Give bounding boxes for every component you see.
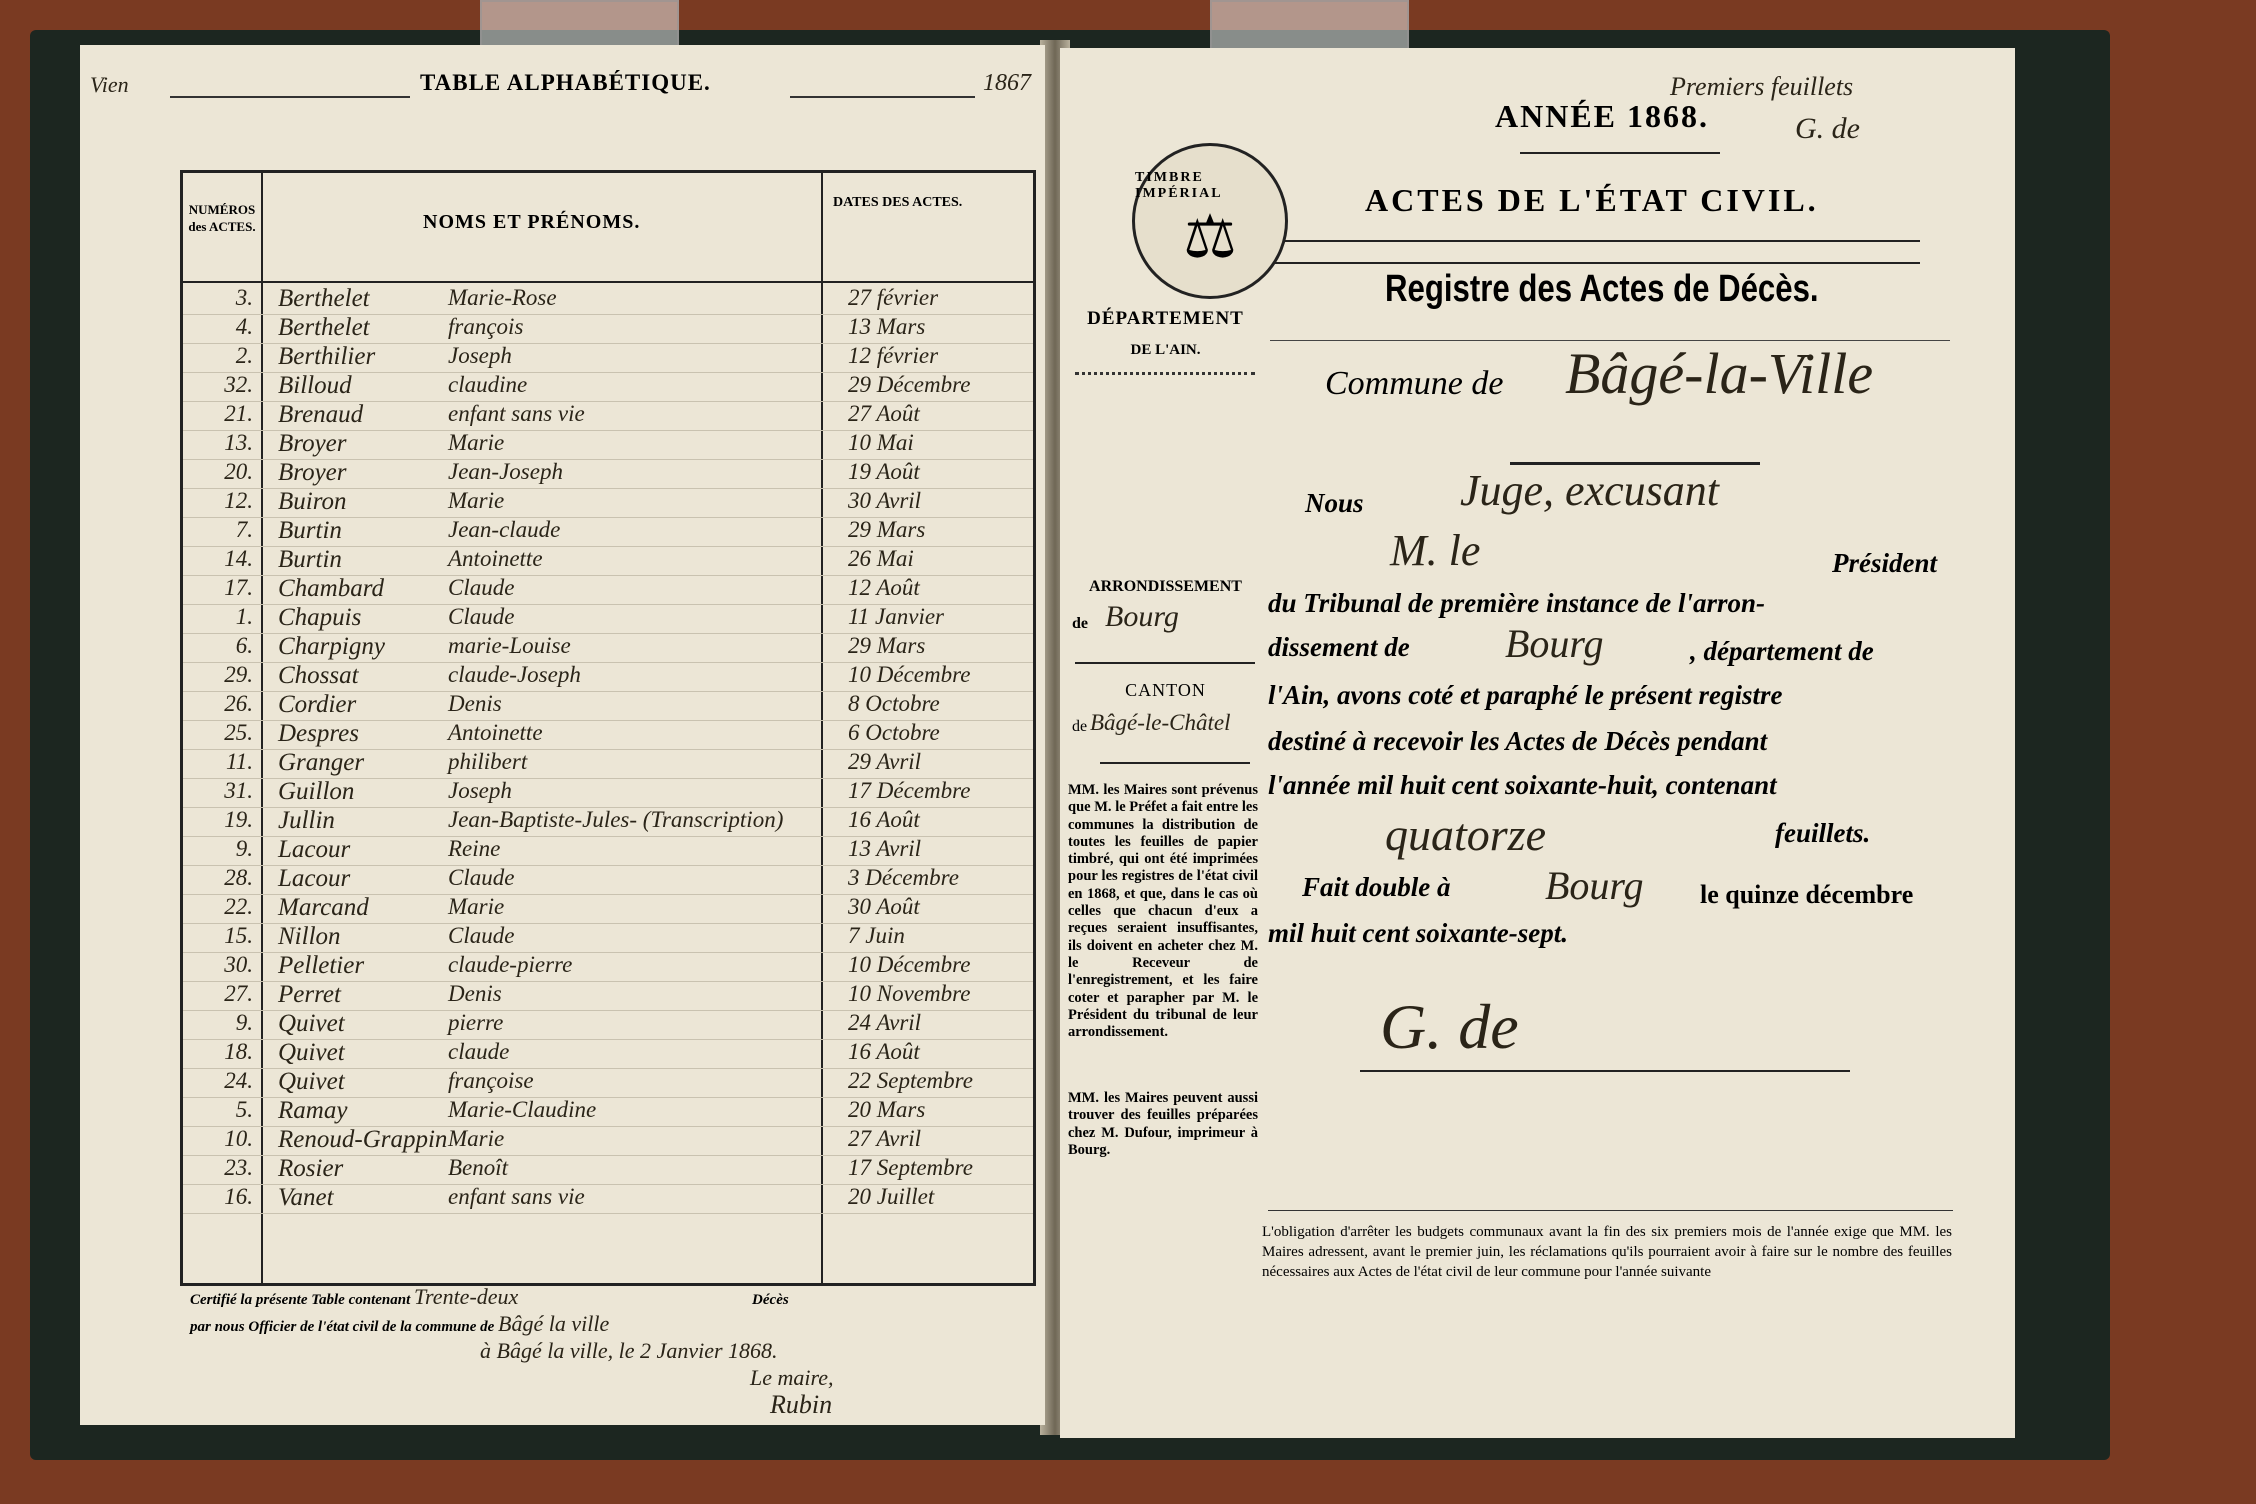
entry-firstname: Marie xyxy=(448,488,505,513)
entry-firstname: marie-Louise xyxy=(448,633,571,658)
entry-date: 6 Octobre xyxy=(848,720,940,745)
entry-number: 22. xyxy=(224,894,253,919)
maire-signature: Rubin xyxy=(770,1390,833,1419)
arrondissement-hand: Bourg xyxy=(1105,600,1179,633)
body-line-3: l'Ain, avons coté et paraphé le présent registre xyxy=(1268,680,1783,710)
entry-number: 25. xyxy=(224,720,253,745)
top-signature: G. de xyxy=(1795,112,1860,145)
table-row xyxy=(183,1097,1033,1127)
entry-surname: Chambard xyxy=(278,575,385,602)
cert-line-4 xyxy=(190,1366,1010,1393)
entry-firstname: Claude xyxy=(448,575,515,600)
entry-firstname: claudine xyxy=(448,372,528,397)
entry-firstname: enfant sans vie xyxy=(448,1184,585,1209)
mle-hand: M. le xyxy=(1390,526,1481,575)
figure-icon: ⚖ xyxy=(1183,204,1237,270)
entry-surname: Lacour xyxy=(278,865,351,892)
nous-label: Nous xyxy=(1305,488,1364,518)
entry-date: 12 Août xyxy=(848,575,920,600)
entry-surname: Broyer xyxy=(278,430,347,457)
cert-date-hand: à Bâgé la ville, le 2 Janvier 1868. xyxy=(480,1338,778,1363)
entry-surname: Broyer xyxy=(278,459,347,486)
table-row xyxy=(183,459,1033,489)
president-label: Président xyxy=(1832,548,1937,578)
table-row xyxy=(183,1039,1033,1069)
ornament-rule xyxy=(1520,152,1720,154)
cert-maire-hand: Le maire, xyxy=(750,1365,834,1390)
entry-number: 3. xyxy=(235,285,253,310)
table-row xyxy=(183,546,1033,576)
table-row xyxy=(183,923,1033,953)
entry-surname: Vanet xyxy=(278,1184,334,1211)
entry-surname: Charpigny xyxy=(278,633,385,660)
entry-surname: Guillon xyxy=(278,778,355,805)
entry-number: 17. xyxy=(224,575,253,600)
president-signature: G. de xyxy=(1380,991,1519,1062)
entry-firstname: Claude xyxy=(448,865,515,890)
table-row xyxy=(183,633,1033,663)
entry-surname: Rosier xyxy=(278,1155,344,1182)
entry-date: 8 Octobre xyxy=(848,691,940,716)
entry-date: 30 Avril xyxy=(848,488,922,513)
entry-surname: Quivet xyxy=(278,1010,345,1037)
table-row xyxy=(183,981,1033,1011)
entry-number: 14. xyxy=(224,546,253,571)
table-row xyxy=(183,1155,1033,1185)
entry-firstname: Jean-Joseph xyxy=(448,459,563,484)
nous-hand: Juge, excusant xyxy=(1460,466,1719,515)
entry-date: 29 Mars xyxy=(848,633,926,658)
entry-surname: Lacour xyxy=(278,836,351,863)
entry-firstname: Denis xyxy=(448,691,502,716)
entry-date: 20 Mars xyxy=(848,1097,926,1122)
entry-number: 16. xyxy=(224,1184,253,1209)
entry-firstname: Marie xyxy=(448,430,505,455)
stamp-text: TIMBRE IMPÉRIAL xyxy=(1135,170,1223,201)
entry-firstname: Claude xyxy=(448,604,515,629)
fait-date: le quinze décembre xyxy=(1700,880,1914,909)
entry-surname: Cordier xyxy=(278,691,357,718)
entry-surname: Quivet xyxy=(278,1039,345,1066)
entry-number: 31. xyxy=(224,778,253,803)
body-line-5: l'année mil huit cent soixante-huit, contenant xyxy=(1268,770,1777,800)
year-title: ANNÉE 1868. xyxy=(1495,98,1710,134)
dept-rule xyxy=(1075,372,1255,375)
entry-firstname: Marie-Claudine xyxy=(448,1097,597,1122)
footer-rule xyxy=(1268,1210,1953,1211)
entry-date: 27 Avril xyxy=(848,1126,922,1151)
entry-date: 29 Avril xyxy=(848,749,922,774)
cert-text: par nous Officier de l'état civil de la commune de xyxy=(190,1319,495,1335)
entry-surname: Berthilier xyxy=(278,343,376,370)
imperial-stamp xyxy=(1132,143,1288,299)
header-rule xyxy=(170,96,410,98)
entry-date: 26 Mai xyxy=(848,546,914,571)
register-title: Registre des Actes de Décès. xyxy=(1385,268,1819,310)
cert-commune-hand: Bâgé la ville xyxy=(498,1311,610,1336)
canton-label: CANTON xyxy=(1125,680,1206,700)
entry-date: 7 Juin xyxy=(848,923,905,948)
cert-suffix: Décès xyxy=(752,1292,789,1308)
entry-date: 29 Décembre xyxy=(848,372,971,397)
entry-number: 20. xyxy=(224,459,253,484)
entry-surname: Burtin xyxy=(278,517,342,544)
fait-year: mil huit cent soixante-sept. xyxy=(1268,918,1569,948)
entry-number: 18. xyxy=(224,1039,253,1064)
entry-firstname: Joseph xyxy=(448,343,512,368)
canton-hand: Bâgé-le-Châtel xyxy=(1090,710,1231,735)
entry-firstname: Marie xyxy=(448,1126,505,1151)
arrondissement-de: de xyxy=(1072,615,1088,632)
body-line-2a: dissement de xyxy=(1268,632,1410,662)
entry-firstname: françoise xyxy=(448,1068,534,1093)
entry-firstname: Antoinette xyxy=(448,546,543,571)
entry-surname: Pelletier xyxy=(278,952,365,979)
entry-date: 27 Août xyxy=(848,401,920,426)
table-row xyxy=(183,720,1033,750)
entry-number: 4. xyxy=(235,314,253,339)
table-row xyxy=(183,401,1033,431)
entry-firstname: Marie xyxy=(448,894,505,919)
feuillets-label: feuillets. xyxy=(1775,818,1871,848)
entry-surname: Berthelet xyxy=(278,285,370,312)
fait-hand: Bourg xyxy=(1545,863,1644,908)
body-line-1: du Tribunal de première instance de l'arron- xyxy=(1268,588,1766,618)
entry-number: 24. xyxy=(224,1068,253,1093)
entry-firstname: Jean-claude xyxy=(448,517,561,542)
heading-rule xyxy=(1270,240,1920,242)
entry-surname: Brenaud xyxy=(278,401,364,428)
header-names: NOMS ET PRÉNOMS. xyxy=(423,211,641,233)
table-row xyxy=(183,1010,1033,1040)
entry-number: 12. xyxy=(224,488,253,513)
body-line-4: destiné à recevoir les Actes de Décès pendant xyxy=(1268,726,1768,756)
entry-surname: Chapuis xyxy=(278,604,362,631)
entry-surname: Despres xyxy=(278,720,360,747)
entry-firstname: philibert xyxy=(448,749,528,774)
cert-line-1 xyxy=(190,1285,1010,1312)
entry-firstname: pierre xyxy=(448,1010,504,1035)
table-row xyxy=(183,952,1033,982)
entry-surname: Burtin xyxy=(278,546,342,573)
entry-number: 2. xyxy=(235,343,253,368)
cert-count-hand: Trente-deux xyxy=(414,1284,519,1309)
departement-sub: DE L'AIN. xyxy=(1130,342,1201,358)
entry-surname: Ramay xyxy=(278,1097,348,1124)
entry-date: 11 Janvier xyxy=(848,604,945,629)
entry-date: 16 Août xyxy=(848,807,920,832)
table-row xyxy=(183,1126,1033,1156)
entry-surname: Billoud xyxy=(278,372,352,399)
commune-name-hand: Bâgé-la-Ville xyxy=(1565,341,1874,406)
entry-date: 10 Décembre xyxy=(848,952,971,977)
entry-date: 10 Décembre xyxy=(848,662,971,687)
entry-date: 3 Décembre xyxy=(848,865,959,890)
entry-number: 5. xyxy=(235,1097,253,1122)
entry-firstname: Benoît xyxy=(448,1155,509,1180)
entry-surname: Perret xyxy=(278,981,341,1008)
header-numbers: NUMÉROS des ACTES. xyxy=(188,202,256,234)
header-dates: DATES DES ACTES. xyxy=(833,195,963,210)
entry-firstname: claude xyxy=(448,1039,510,1064)
entry-number: 15. xyxy=(224,923,253,948)
entry-surname: Buiron xyxy=(278,488,347,515)
table-row xyxy=(183,343,1033,373)
entry-date: 10 Novembre xyxy=(848,981,971,1006)
entry-date: 13 Mars xyxy=(848,314,926,339)
table-row xyxy=(183,604,1033,634)
table-row xyxy=(183,807,1033,837)
entry-surname: Quivet xyxy=(278,1068,345,1095)
entry-firstname: françois xyxy=(448,314,524,339)
entry-number: 28. xyxy=(224,865,253,890)
entry-firstname: Marie-Rose xyxy=(448,285,557,310)
table-row xyxy=(183,488,1033,518)
civil-acts-heading: ACTES DE L'ÉTAT CIVIL. xyxy=(1365,182,1819,218)
table-row xyxy=(183,314,1033,344)
entry-date: 27 février xyxy=(848,285,939,310)
table-row xyxy=(183,749,1033,779)
entry-surname: Marcand xyxy=(278,894,369,921)
cert-line-2 xyxy=(190,1312,1010,1339)
bourg-hand: Bourg xyxy=(1505,621,1604,666)
heading-rule xyxy=(1270,262,1920,264)
entry-date: 30 Août xyxy=(848,894,920,919)
count-hand: quatorze xyxy=(1385,809,1546,860)
entry-number: 26. xyxy=(224,691,253,716)
entry-number: 30. xyxy=(224,952,253,977)
departement-label: DÉPARTEMENT xyxy=(1087,308,1244,329)
table-row xyxy=(183,1184,1033,1214)
entry-number: 6. xyxy=(235,633,253,658)
entry-firstname: Joseph xyxy=(448,778,512,803)
entry-number: 9. xyxy=(235,1010,253,1035)
table-year: 1867 xyxy=(983,70,1031,96)
entry-date: 19 Août xyxy=(848,459,920,484)
entry-firstname: claude-pierre xyxy=(448,952,573,977)
notice-distribution: MM. les Maires sont prévenus que M. le Préfet a fait entre les communes la distribution de toutes les feuilles de papier timbré, qui ont été imprimées pour les registres de l'état civil en 1868, et que, dans le cas où celles que chacun d'eux a reçues seraient insuffisantes, ils doivent en acheter chez M. le Receveur de l'enregistrement, et les faire coter et parapher par M. le Président du tribunal de leur arrondissement. xyxy=(1068,782,1258,1041)
entry-number: 9. xyxy=(235,836,253,861)
entry-number: 7. xyxy=(235,517,253,542)
entry-number: 27. xyxy=(224,981,253,1006)
entry-surname: Granger xyxy=(278,749,365,776)
arrondissement-label: ARRONDISSEMENT xyxy=(1089,578,1242,595)
entry-surname: Berthelet xyxy=(278,314,370,341)
left-page-header xyxy=(90,66,1031,106)
body-line-2b: , département de xyxy=(1690,636,1874,666)
entry-number: 29. xyxy=(224,662,253,687)
table-row xyxy=(183,285,1033,315)
entry-date: 10 Mai xyxy=(848,430,914,455)
table-row xyxy=(183,430,1033,460)
entry-number: 23. xyxy=(224,1155,253,1180)
entry-date: 16 Août xyxy=(848,1039,920,1064)
corner-note: Vien xyxy=(90,72,129,97)
entry-firstname: Claude xyxy=(448,923,515,948)
table-title: TABLE ALPHABÉTIQUE. xyxy=(420,70,711,95)
table-header xyxy=(183,173,1033,283)
cert-text: Certifié la présente Table contenant xyxy=(190,1292,411,1308)
budget-notice: L'obligation d'arrêter les budgets communaux avant la fin des six premiers mois de l'année exige que MM. les Maires adressent, avant le premier juin, les réclamations qu'ils pourraient avoir à faire sur le nombre des feuilles nécessaires aux Actes de l'état civil de leur commune pour l'année suivante xyxy=(1262,1224,1952,1280)
entry-number: 21. xyxy=(224,401,253,426)
table-row xyxy=(183,1068,1033,1098)
entry-date: 13 Avril xyxy=(848,836,922,861)
header-rule xyxy=(790,96,975,98)
fait-label: Fait double à xyxy=(1302,872,1451,902)
handwritten-note: Premiers feuillets xyxy=(1670,72,1854,101)
notice-dufour: MM. les Maires peuvent aussi trouver des feuilles préparées chez M. Dufour, imprimeur à Bourg. xyxy=(1068,1090,1258,1158)
entry-surname: Renoud-Grappin xyxy=(278,1126,448,1153)
entry-firstname: claude-Joseph xyxy=(448,662,581,687)
cert-line-5 xyxy=(190,1390,1010,1421)
entry-number: 32. xyxy=(224,372,253,397)
commune-label: Commune de xyxy=(1325,365,1504,402)
entry-number: 1. xyxy=(235,604,253,629)
entry-surname: Chossat xyxy=(278,662,359,689)
table-row xyxy=(183,372,1033,402)
side-rule xyxy=(1075,662,1255,664)
table-row xyxy=(183,836,1033,866)
certification xyxy=(190,1285,1010,1421)
entry-date: 20 Juillet xyxy=(848,1184,935,1209)
table-row xyxy=(183,517,1033,547)
entry-date: 24 Avril xyxy=(848,1010,922,1035)
entry-date: 17 Septembre xyxy=(848,1155,973,1180)
table-row xyxy=(183,691,1033,721)
table-row xyxy=(183,575,1033,605)
entry-surname: Nillon xyxy=(278,923,341,950)
entry-firstname: Antoinette xyxy=(448,720,543,745)
entry-firstname: Denis xyxy=(448,981,502,1006)
entry-date: 12 février xyxy=(848,343,939,368)
canton-de: de xyxy=(1072,718,1088,735)
signature-flourish xyxy=(1360,1070,1850,1072)
entry-firstname: enfant sans vie xyxy=(448,401,585,426)
alphabetical-table xyxy=(180,170,1036,1286)
table-row xyxy=(183,894,1033,924)
side-rule xyxy=(1100,762,1250,764)
cert-line-3 xyxy=(190,1339,1010,1366)
entry-number: 13. xyxy=(224,430,253,455)
entry-surname: Jullin xyxy=(278,807,335,834)
entry-date: 17 Décembre xyxy=(848,778,971,803)
entry-number: 10. xyxy=(224,1126,253,1151)
table-row xyxy=(183,662,1033,692)
entry-firstname: Reine xyxy=(448,836,501,861)
entry-number: 11. xyxy=(225,749,253,774)
entry-number: 19. xyxy=(224,807,253,832)
entry-firstname: Jean-Baptiste-Jules- (Transcription) xyxy=(448,807,784,832)
table-row xyxy=(183,865,1033,895)
table-row xyxy=(183,778,1033,808)
entry-date: 29 Mars xyxy=(848,517,926,542)
entry-date: 22 Septembre xyxy=(848,1068,973,1093)
